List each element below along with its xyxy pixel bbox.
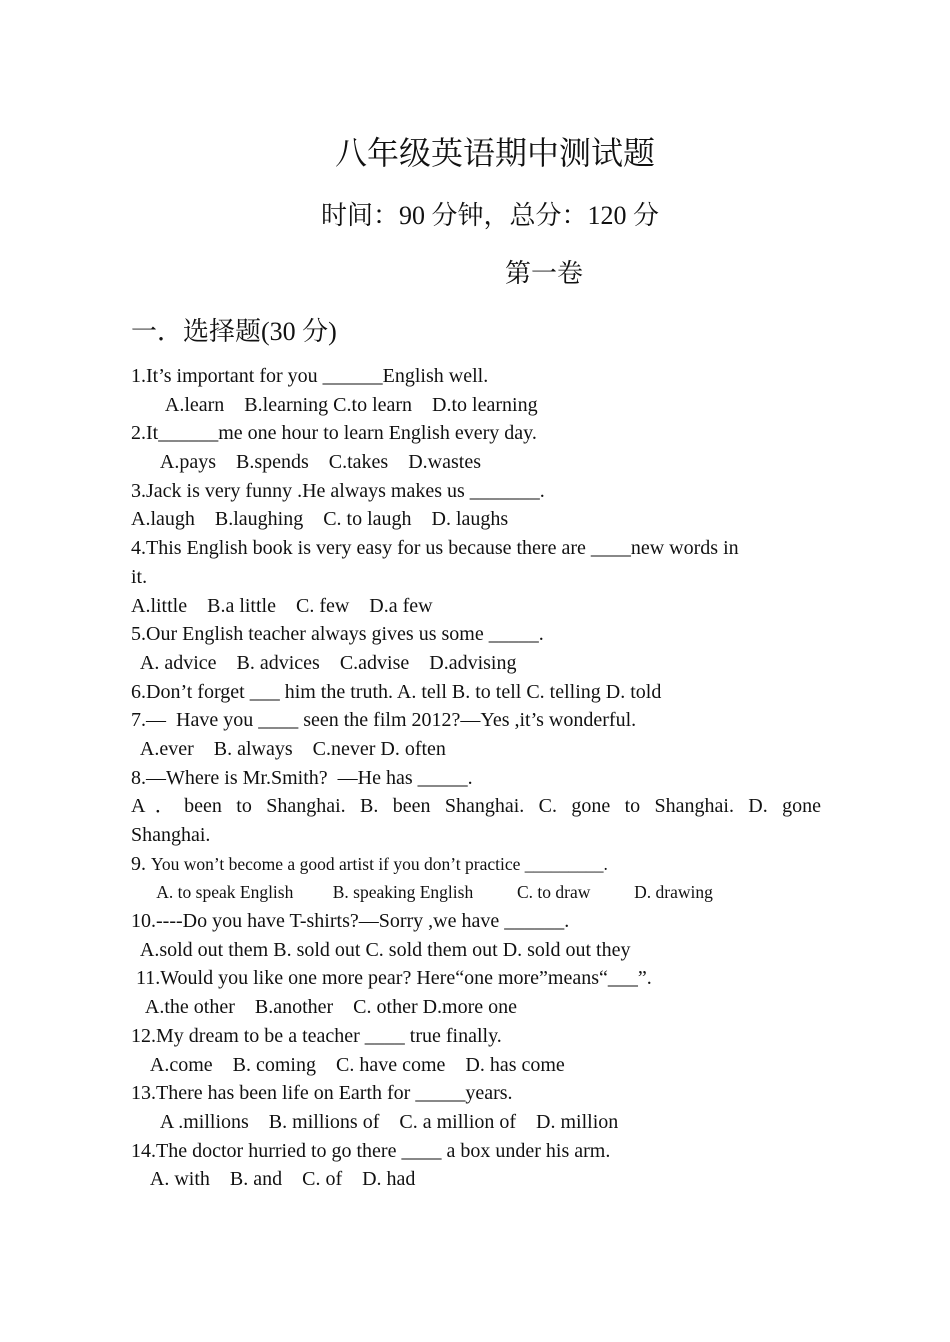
exam-time-score: 时间：90 分钟，总分：120 分	[320, 201, 659, 230]
question-12-stem: 12.My dream to be a teacher ____ true finally.	[131, 1024, 502, 1047]
question-5-options: A. advice B. advices C.advise D.advising	[131, 651, 517, 674]
exam-title: 八年级英语期中测试题	[334, 135, 655, 171]
question-8-options-continued: Shanghai.	[131, 824, 211, 846]
question-8-stem: 8.—Where is Mr.Smith? —He has _____.	[131, 766, 473, 789]
question-1-options: A.learn B.learning C.to learn D.to learning	[131, 393, 538, 416]
question-3-stem: 3.Jack is very funny .He always makes us _______.	[131, 479, 545, 502]
question-2-stem: 2.It______me one hour to learn English every day.	[131, 422, 537, 445]
question-5-stem: 5.Our English teacher always gives us some _____.	[131, 623, 544, 646]
question-11-options: A.the other B.another C. other D.more one	[131, 996, 518, 1019]
section-heading: 一．选择题(30 分)	[131, 317, 337, 346]
question-4-stem: 4.This English book is very easy for us because there are ____new words in	[131, 537, 739, 560]
question-4-stem-continued: it.	[131, 565, 148, 588]
question-11-stem: 11.Would you like one more pear? Here“one more”means“___”.	[131, 967, 652, 990]
question-9-text: You won’t become a good artist if you don’t practice _________.	[151, 853, 608, 874]
question-14-options: A. with B. and C. of D. had	[131, 1168, 416, 1191]
question-13-options: A .millions B. millions of C. a million of D. million	[131, 1110, 619, 1133]
question-14-stem: 14.The doctor hurried to go there ____ a box under his arm.	[131, 1139, 611, 1162]
question-3-options: A.laugh B.laughing C. to laugh D. laughs	[131, 508, 509, 531]
question-9-stem	[131, 850, 821, 879]
question-7-stem: 7.— Have you ____ seen the film 2012?—Yes ,it’s wonderful.	[131, 709, 637, 732]
question-12-options: A.come B. coming C. have come D. has come	[131, 1053, 565, 1076]
question-10-stem: 10.----Do you have T-shirts?—Sorry ,we have ______.	[131, 910, 570, 933]
question-1-stem: 1.It’s important for you ______English well.	[131, 365, 489, 387]
question-6-stem: 6.Don’t forget ___ him the truth. A. tell B. to tell C. telling D. told	[131, 680, 662, 703]
question-9-options: A. to speak English B. speaking English C. to draw D. drawing	[131, 882, 713, 903]
question-2-options: A.pays B.spends C.takes D.wastes	[131, 451, 481, 474]
question-13-stem: 13.There has been life on Earth for _____years.	[131, 1082, 513, 1105]
question-list	[131, 362, 821, 1194]
question-7-options: A.ever B. always C.never D. often	[131, 737, 446, 760]
question-9-number: 9.	[131, 852, 151, 875]
question-10-options: A.sold out them B. sold out C. sold them out D. sold out they	[131, 938, 631, 961]
volume-label: 第一卷	[505, 259, 584, 288]
question-8-options: A．been to Shanghai. B. been Shanghai. C. gone to Shanghai. D. gone	[131, 795, 821, 818]
question-4-options: A.little B.a little C. few D.a few	[131, 594, 433, 617]
